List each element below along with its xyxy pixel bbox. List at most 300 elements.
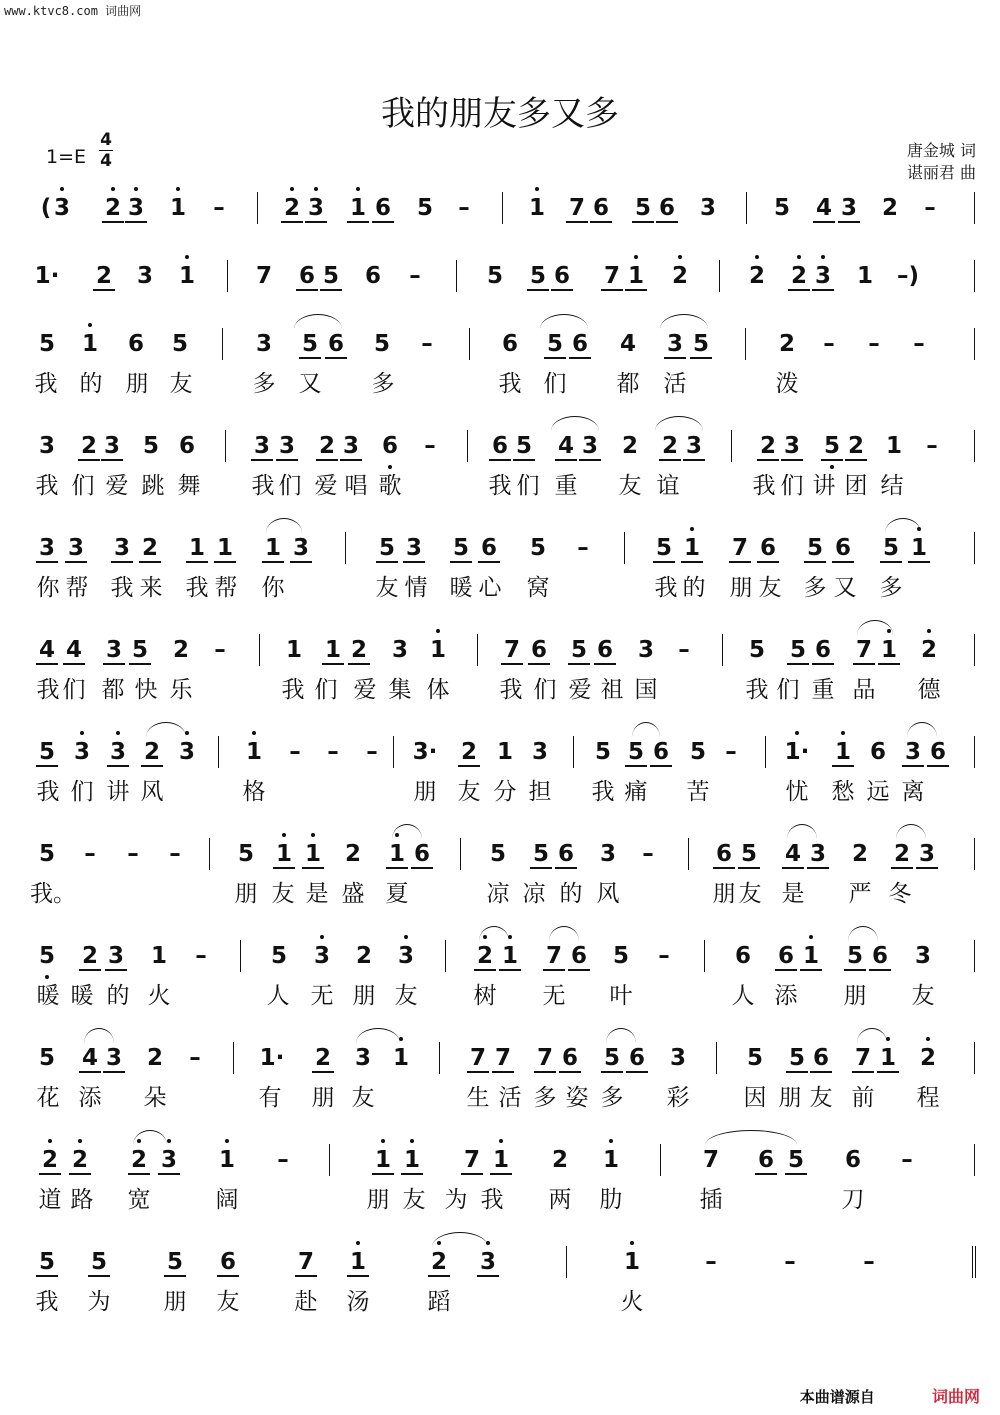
note: 2 [452,734,486,770]
lyrics-row [0,572,1000,604]
note: 1 [856,263,873,289]
slur [266,518,302,533]
note: 5 [237,841,254,867]
high-octave-dot [356,1241,360,1245]
slur [551,416,599,431]
underline [568,969,590,971]
note: 3 [354,1045,371,1071]
note: 3 [255,331,272,357]
underline [785,1173,807,1175]
note: 4 [619,331,636,357]
lyric-char: 朋 [366,1187,390,1213]
lyric-char: 朵 [143,1085,167,1111]
underline [664,357,686,359]
note: 6 [769,938,803,974]
lyric-char: 人 [266,983,290,1009]
note: 5 [82,1244,116,1280]
underline [299,357,321,359]
underline [217,1275,239,1277]
underline [450,561,472,563]
note: 5 [746,1045,763,1071]
lyric-char: 有 [258,1085,282,1111]
note: 1 [296,836,330,872]
lyric-char: 我 [35,473,59,499]
note: 3 [832,190,866,226]
note: 5 [314,258,348,294]
note: 5 [647,530,681,566]
note: 3 [245,428,279,464]
note: 5 [562,632,596,668]
lyric-char: 我 [36,677,60,703]
barline [746,192,747,224]
underline [36,1275,58,1277]
dash: – [189,1045,201,1071]
note: 2 [122,1142,156,1178]
note: 3 [170,734,204,770]
underline [501,663,523,665]
note: 5 [780,1040,814,1076]
barline [624,532,625,564]
underline [492,1071,514,1073]
barline [974,1144,975,1176]
dash: – [678,637,690,663]
slur [848,926,878,941]
high-octave-dot [535,187,539,191]
lyrics-row [0,980,1000,1012]
note: 5 [30,1244,64,1280]
final-barline [972,1246,978,1278]
lyric-char: 友 [375,575,399,601]
lyric-char: 们 [278,473,302,499]
note: 1 [619,258,653,294]
dash: – [169,841,181,867]
slur [392,824,422,839]
note: 2 [782,258,816,294]
underline [681,561,703,563]
note: 6 [178,433,195,459]
note: 5 [38,331,55,357]
note: 1 [256,530,290,566]
dash: – [577,535,589,561]
lyric-char: 多 [371,371,395,397]
barline [467,430,468,462]
note: 2 [551,1147,568,1173]
footer-source: 本曲谱源自 [799,1388,875,1406]
lyric-char: 暖 [449,575,473,601]
dash: – [901,1147,913,1173]
barline [218,736,219,768]
slur [133,1130,167,1145]
lyric-char: 朋 [843,983,867,1009]
lyric-char: 朋 [352,983,376,1009]
lyric-char: 我 [498,371,522,397]
note: 3 [38,433,55,459]
note: 5 [874,530,908,566]
open-paren: ( [40,195,52,221]
note: 3 [334,428,368,464]
note: 4 [73,1040,107,1076]
note: 5 [142,433,159,459]
lyric-char: 体 [426,677,450,703]
note: 4 [30,632,64,668]
note: 3 [914,943,931,969]
high-octave-dot [821,255,825,259]
slur [432,1232,488,1247]
note: 1 [341,1244,375,1280]
underline [322,663,344,665]
note: 3 [801,836,835,872]
note: 2 [72,428,106,464]
note: 1 [902,530,936,566]
note: 2 [73,938,107,974]
barline [439,1042,440,1074]
note: 5 [370,530,404,566]
underline [528,663,550,665]
note: 1 [161,190,195,226]
underline [729,561,751,563]
underline [832,561,854,563]
underline [39,1173,61,1175]
note: 6 [319,326,353,362]
note: 5 [595,1040,629,1076]
lyric-char: 前 [851,1085,875,1111]
high-octave-dot [282,833,286,837]
underline [65,561,87,563]
note: 5 [773,195,790,221]
note: 6 [522,632,556,668]
note: 3 [677,428,711,464]
underline [411,867,433,869]
note: 3 [270,428,304,464]
note: 3 [397,530,431,566]
underline [63,663,85,665]
note: 7 [486,1040,520,1076]
lyric-char: 的 [79,371,103,397]
lyric-char: 我 [654,575,678,601]
note: 5 [30,938,64,974]
barline [974,940,975,972]
lyric-char: 风 [140,779,164,805]
note: 1 [267,836,301,872]
barline [257,192,258,224]
note: 3 [806,258,840,294]
lyric-char: 朋 [311,1085,335,1111]
note: 1 [520,190,554,226]
barline [719,260,720,292]
lyric-char: 风 [596,881,620,907]
barline [445,940,446,972]
note: 7 [723,530,757,566]
barline [573,736,574,768]
note: 5 [293,326,327,362]
lyric-char: 我 [281,677,305,703]
lyricist-credit: 唐金城 词 [906,141,976,160]
note: 3 [97,632,131,668]
lyric-char: 跳 [141,473,165,499]
underline [927,765,949,767]
note: 2 [133,530,167,566]
lyric-char: 友 [809,1085,833,1111]
note: 7 [595,258,629,294]
dash: – [823,331,835,357]
high-octave-dot [809,935,813,939]
lyric-char: 为 [444,1187,468,1213]
footer-brand: 词曲网 [931,1387,980,1406]
note: 1 [794,938,828,974]
barline [974,192,975,224]
dash: – [127,841,139,867]
slur [705,1130,797,1145]
lyric-char: 友 [911,983,935,1009]
note: 2 [96,190,130,226]
note: 5 [158,1244,192,1280]
underline [340,459,362,461]
underline [36,765,58,767]
note: 5 [270,943,287,969]
note: 6 [549,836,583,872]
note: 6 [563,326,597,362]
note: 1 [316,632,350,668]
note: 2 [172,637,189,663]
underline [129,663,151,665]
lyric-char: 阔 [215,1187,239,1213]
underline [877,1071,899,1073]
lyric-char: 活 [663,371,687,397]
lyric-char: 远 [866,779,890,805]
barline [722,634,723,666]
lyric-char: 人 [731,983,755,1009]
lyric-char: 多 [252,371,276,397]
note: 1 [180,530,214,566]
note: 5 [748,637,765,663]
underline [683,459,705,461]
lyric-char: 我 [36,779,60,805]
lyric-char: 凉 [522,881,546,907]
barline [225,430,226,462]
note: 7 [255,263,272,289]
lyric-char: 集 [388,677,412,703]
underline [908,561,930,563]
high-octave-dot [320,935,324,939]
lyric-char: 是 [781,881,805,907]
note: 5 [524,836,558,872]
lyric-char: 又 [298,371,322,397]
lyric-char: 团 [844,473,868,499]
high-octave-dot [116,731,120,735]
lyric-char: 心 [478,575,502,601]
lyric-char: 宽 [127,1187,151,1213]
lyric-char: 花 [36,1085,60,1111]
time-signature [98,130,114,171]
underline [845,459,867,461]
underline [273,867,295,869]
underline [569,357,591,359]
lyric-char: 我 [591,779,615,805]
barline [731,430,732,462]
note: 5 [781,632,815,668]
lyric-char: 路 [70,1187,94,1213]
high-octave-dot [609,1139,613,1143]
note: 3 [119,190,153,226]
underline [650,765,672,767]
lyric-char: 暖 [36,983,60,1009]
lyric-char: 结 [880,473,904,499]
dash: – [277,1147,289,1173]
lyric-char: 朋 [125,371,149,397]
lyric-char: 们 [62,677,86,703]
note: 2 [33,1142,67,1178]
lyric-char: 又 [833,575,857,601]
note: 5 [416,195,433,221]
note: 3 [105,530,139,566]
slur [655,416,703,431]
lyric-char: 添 [774,983,798,1009]
lyric-char: 凉 [486,881,510,907]
underline [555,867,577,869]
lyrics-row [0,368,1000,400]
lyric-char: 友 [271,881,295,907]
note: 6 [734,943,751,969]
lyric-char: 讲 [106,779,130,805]
underline [804,561,826,563]
underline [838,221,860,223]
slur [479,926,509,941]
lyric-char: 姿 [565,1085,589,1111]
lyric-char: 程 [916,1085,940,1111]
barline [259,634,260,666]
dash: – [409,263,421,289]
lyric-char: 窝 [526,575,550,601]
lyric-char: 的 [559,881,583,907]
dash: – [421,331,433,357]
note: 2 [310,428,344,464]
underline [880,561,902,563]
note: 3 [299,190,333,226]
underline [348,663,370,665]
high-octave-dot [314,187,318,191]
notation-row [0,190,1000,226]
barline [745,328,746,360]
note: 7 [461,1040,495,1076]
barline [974,260,975,292]
underline [428,1275,450,1277]
note: 7 [528,1040,562,1076]
note: 5 [38,1045,55,1071]
note: 3 [699,195,716,221]
lyric-char: 的 [106,983,130,1009]
time-signature-top: 4 [100,130,112,150]
lyric-char: 痛 [624,779,648,805]
underline [214,561,236,563]
lyric-char: 祖 [600,677,624,703]
note: 7 [455,1142,489,1178]
note: 5 [529,535,546,561]
high-octave-dot [167,1139,171,1143]
note: 1 [341,190,375,226]
lyric-char: 道 [38,1187,62,1213]
lyric-char: 你 [36,575,60,601]
high-octave-dot [290,187,294,191]
high-octave-dot [630,1241,634,1245]
lyric-char: 我 [480,1187,504,1213]
lyric-char: 来 [139,575,163,601]
note: 7 [560,190,594,226]
high-octave-dot [48,1139,52,1143]
note: 5 [30,734,64,770]
note: 1 [380,836,414,872]
barline [974,328,975,360]
underline [305,221,327,223]
note: 5 [815,428,849,464]
underline [276,459,298,461]
note: 2 [912,632,946,668]
lyrics-row [0,776,1000,808]
lyric-char: 舞 [177,473,201,499]
lyric-char: 苦 [686,779,710,805]
lyric-char: 重 [554,473,578,499]
underline [478,561,500,563]
note: 5 [489,841,506,867]
barline [974,736,975,768]
note: 5 [732,836,766,872]
lyric-char: 们 [70,779,94,805]
note: 1 [615,1244,649,1280]
underline [499,969,521,971]
high-octave-dot [755,255,759,259]
barline [469,328,470,360]
note: 6 [562,938,596,974]
lyric-char: 添 [78,1085,102,1111]
barline [345,532,346,564]
underline [372,1173,394,1175]
dash: – [784,1249,796,1275]
note: 1 [366,1142,400,1178]
underline [490,1173,512,1175]
barline [329,1144,330,1176]
note: 2 [881,195,898,221]
lyric-char: 彩 [666,1085,690,1111]
underline [141,765,163,767]
note: 6 [483,428,517,464]
high-octave-dot [634,255,638,259]
lyric-char: 重 [811,677,835,703]
high-octave-dot [311,833,315,837]
note: 6 [644,734,678,770]
slur [294,314,342,329]
lyric-char: 盛 [341,881,365,907]
note: 6 [290,258,324,294]
lyric-char: 你 [261,575,285,601]
lyric-char: 插 [699,1187,723,1213]
lyric-char: 是 [305,881,329,907]
underline [812,289,834,291]
underline [656,221,678,223]
underline [164,1275,186,1277]
note: 1 [484,1142,518,1178]
notation-row [0,530,1000,566]
note: 5 [507,428,541,464]
lyric-char: 快 [134,677,158,703]
dash: – [642,841,654,867]
underline [807,867,829,869]
note: 5 [521,258,555,294]
note: 3 [97,1040,131,1076]
note: 1 [872,632,906,668]
high-octave-dot [185,255,189,259]
notation-row [0,836,1000,872]
underline [812,663,834,665]
lyric-char: 们 [543,371,567,397]
